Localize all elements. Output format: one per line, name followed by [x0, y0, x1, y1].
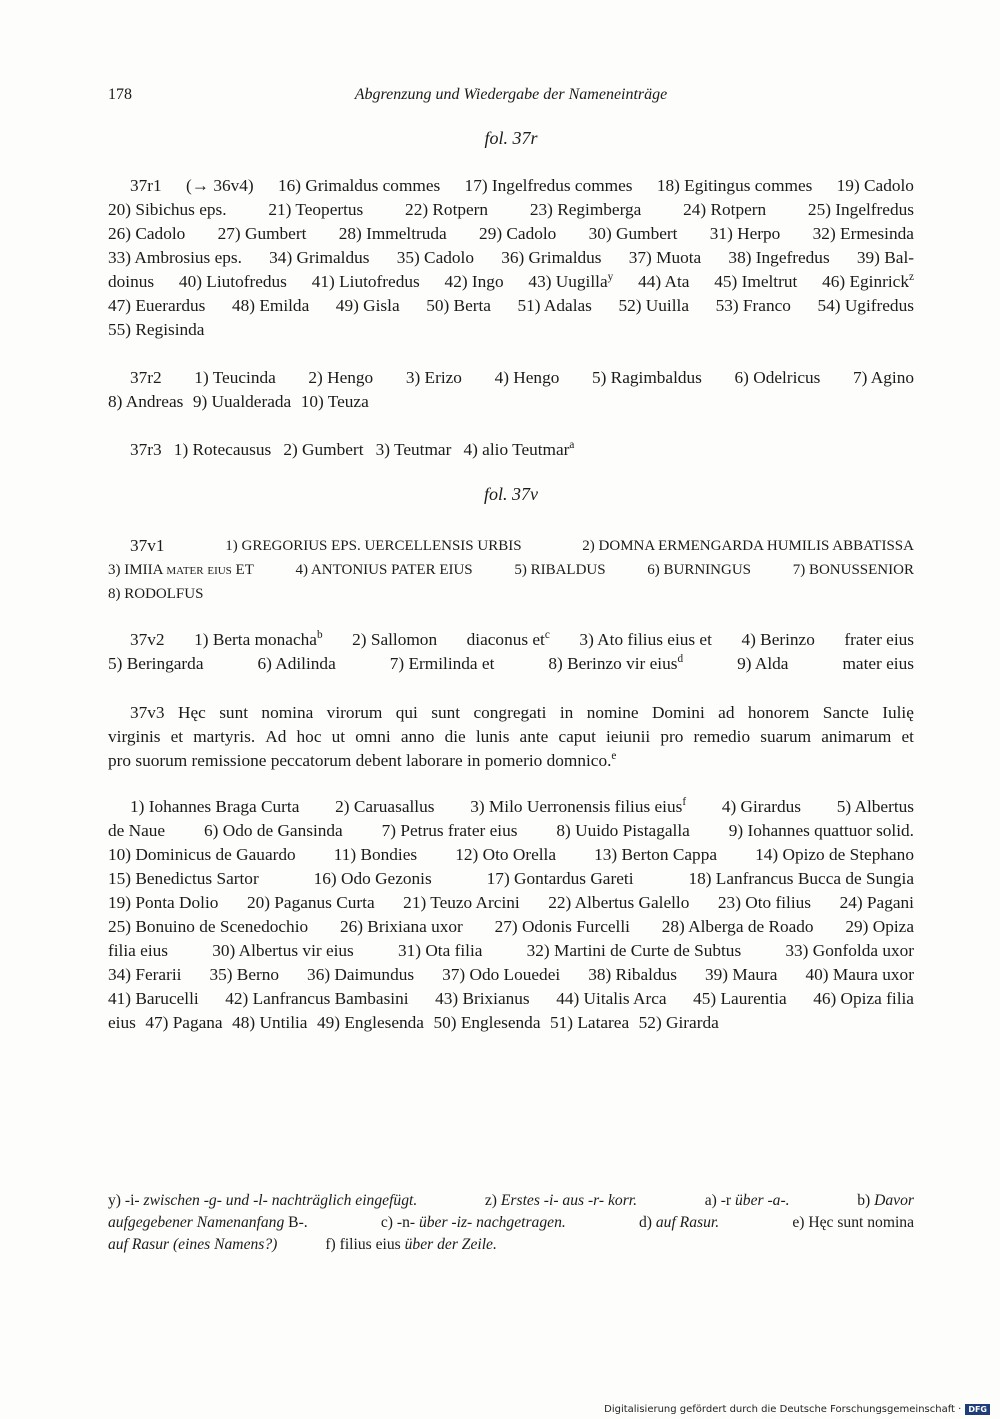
entry-item: 1) Rotecausus	[173, 440, 272, 459]
entry-37v3-intro	[108, 701, 914, 773]
entry-item: de Naue	[108, 821, 166, 840]
entry-37v2	[108, 628, 914, 676]
text-line	[108, 652, 914, 676]
entry-item: 47) Euerardus	[108, 296, 206, 315]
footnote-item	[857, 1190, 914, 1212]
entry-item: 53) Franco	[715, 296, 791, 315]
entry-item: 20) Sibichus eps.	[108, 200, 227, 219]
text-line	[108, 174, 914, 198]
page-footer	[604, 1404, 990, 1415]
entry-item: suarum	[760, 727, 812, 746]
entry-item: 17) Ingelfredus commes	[464, 176, 633, 195]
footnote-mark: y	[607, 271, 614, 284]
text-line	[108, 1011, 914, 1035]
entry-item: 52) Uuilla	[618, 296, 690, 315]
entry-item: 41) Barucelli	[108, 989, 199, 1008]
entry-item: sunt	[431, 703, 461, 722]
entry-item: nomina	[261, 703, 314, 722]
text-line	[108, 915, 914, 939]
entry-item: 3) Teutmar	[375, 440, 452, 459]
entry-item: 36) Daimundus	[307, 965, 415, 984]
footnote-italic: über der Zeile.	[404, 1236, 497, 1253]
entry-item: 29) Cadolo	[479, 224, 557, 243]
entry-item: 5) Albertus	[836, 797, 914, 816]
entry-item: 6) Odo de Gansinda	[204, 821, 343, 840]
entry-item: 27) Odonis Furcelli	[494, 917, 630, 936]
entry-item: 44) Uitalis Arca	[556, 989, 667, 1008]
entry-item: 42) Ingo	[444, 272, 504, 291]
text-line	[108, 438, 914, 462]
entry-item: caput	[558, 727, 596, 746]
entry-item: filia eius	[108, 941, 168, 960]
entry-item: 34) Grimaldus	[269, 248, 370, 267]
footnote-item	[108, 1234, 277, 1256]
entry-item: 19) Cadolo	[836, 176, 914, 195]
text-line	[108, 246, 914, 270]
entry-item: 49) Englesenda	[316, 1013, 424, 1032]
footnote-text: d)	[638, 1214, 656, 1231]
text-line	[108, 891, 914, 915]
entry-item: 2) Sallomon	[352, 630, 438, 649]
entry-item: 31) Herpo	[709, 224, 781, 243]
entry-item: 11) Bondies	[333, 845, 418, 864]
text-line	[108, 701, 914, 725]
footer-text: Digitalisierung gefördert durch die Deutsche Forschungsgemeinschaft ·	[604, 1404, 962, 1415]
entry-item: 9) Uualderada	[192, 392, 292, 411]
entry-37v3-list	[108, 795, 914, 1035]
footnote-text: a) -r	[704, 1192, 735, 1209]
entry-item: 7) Agino	[853, 368, 914, 387]
entry-item: 6) Adilinda	[257, 654, 336, 673]
entry-item: mater eius	[842, 654, 914, 673]
entry-item: Hęc	[177, 703, 206, 722]
entry-item: Domini	[651, 703, 705, 722]
footnote-line	[108, 1212, 914, 1234]
entry-item: 1) Iohannes Braga Curta	[130, 797, 300, 816]
entry-item: 40) Liutofredus	[178, 272, 287, 291]
entry-item: 3) Milo Uerronensis filius eius$^f$	[470, 796, 687, 816]
entry-item: 50) Englesenda	[433, 1013, 541, 1032]
entry-item: 30) Gumbert	[588, 224, 678, 243]
entry-item: Sancte	[822, 703, 869, 722]
entry-item: 43) Uugilla$^y$	[528, 271, 614, 291]
entry-item: omni	[355, 727, 391, 746]
entry-item: ut	[331, 727, 346, 746]
entry-item: 23) Regimberga	[529, 200, 642, 219]
entry-item: 34) Ferarii	[108, 965, 182, 984]
entry-item: et	[170, 727, 184, 746]
entry-item: doinus	[108, 272, 155, 291]
entry-item: 37) Odo Louedei	[442, 965, 561, 984]
entry-item: 7) Petrus frater eius	[381, 821, 518, 840]
text-line	[108, 198, 914, 222]
text-line	[108, 725, 914, 749]
entry-item: 52) Girarda	[638, 1013, 719, 1032]
folio-heading-37r: fol. 37r	[484, 128, 538, 148]
text-line	[108, 628, 914, 652]
entry-item: 43) Brixianus	[435, 989, 530, 1008]
footnote-italic: über -iz- nachgetragen.	[418, 1214, 566, 1231]
entry-item: 22) Rotpern	[405, 200, 489, 219]
text-line	[108, 366, 914, 390]
entry-37v1	[108, 534, 914, 606]
footnote-italic: auf Rasur.	[655, 1214, 720, 1231]
entry-item: 21) Teopertus	[268, 200, 364, 219]
entry-item: 15) Benedictus Sartor	[108, 869, 259, 888]
footnote-item	[705, 1190, 790, 1212]
entry-item: 31) Ota filia	[397, 941, 483, 960]
entry-item: eius	[108, 1013, 136, 1032]
text-line	[108, 963, 914, 987]
footnote-mark: z	[909, 271, 914, 284]
entry-item: 32) Ermesinda	[812, 224, 914, 243]
footnote-text: B-.	[284, 1214, 308, 1231]
footnote-line	[108, 1234, 914, 1256]
entry-item: 45) Laurentia	[693, 989, 787, 1008]
footnote-text: y) -i-	[108, 1192, 144, 1209]
entry-item: ad	[718, 703, 735, 722]
footnote-text: c) -n-	[380, 1214, 419, 1231]
entry-item: 45) Imeltrut	[714, 272, 798, 291]
entry-item: 38) Ingefredus	[728, 248, 830, 267]
footnote-italic: zwischen -g- und -l- nachträglich eingefügt.	[143, 1192, 418, 1209]
entry-item: 22) Albertus Galello	[548, 893, 690, 912]
text-line	[108, 390, 914, 414]
footnote-mark: f	[682, 796, 687, 809]
footnote-mark: a	[569, 439, 575, 452]
entry-item: Ad	[265, 727, 287, 746]
entry-item: 26) Brixiana uxor	[339, 917, 463, 936]
entry-item: martyris.	[193, 727, 256, 746]
entry-item: 41) Liutofredus	[311, 272, 420, 291]
entry-item: 9) Alda	[737, 654, 789, 673]
entry-item: 54) Ugifredus	[817, 296, 914, 315]
entry-item: 5) Ragimbaldus	[591, 368, 702, 387]
entry-item: frater eius	[844, 630, 914, 649]
entry-item: 10) Teuza	[300, 392, 369, 411]
text-line	[108, 318, 914, 342]
entry-item: 14) Opizo de Stephano	[755, 845, 914, 864]
entry-item: 26) Cadolo	[108, 224, 186, 243]
running-title: Abgrenzung und Wiedergabe der Nameneinträge	[354, 86, 668, 103]
entry-item: 7) Ermilinda et	[389, 654, 495, 673]
footnote-item	[485, 1190, 637, 1212]
footnote-item	[381, 1212, 566, 1234]
entry-item: 32) Martini de Curte de Subtus	[526, 941, 742, 960]
text-line	[108, 222, 914, 246]
entry-item: 2) Gumbert	[283, 440, 364, 459]
entry-item: anno	[400, 727, 435, 746]
entry-37r1	[108, 174, 914, 342]
entry-item: 39) Bal-	[856, 248, 914, 267]
entry-item: honorem	[747, 703, 810, 722]
page-number: 178	[108, 86, 132, 103]
text-line	[108, 987, 914, 1011]
entry-item: virorum	[326, 703, 383, 722]
footnote-italic: Erstes -i- aus -r- korr.	[500, 1192, 638, 1209]
entry-item: 37r1	[130, 176, 162, 195]
footnote-item	[108, 1212, 308, 1234]
entry-item: 50) Berta	[426, 296, 491, 315]
footnote-text: b)	[857, 1192, 875, 1209]
entry-item: 16) Grimaldus commes	[278, 176, 441, 195]
text-line	[108, 867, 914, 891]
entry-item: 30) Albertus vir eius	[212, 941, 354, 960]
entry-item: lunis	[475, 727, 510, 746]
entry-item: congregati	[473, 703, 547, 722]
entry-item: 21) Teuzo Arcini	[403, 893, 520, 912]
text-line	[108, 843, 914, 867]
running-header	[108, 86, 914, 110]
footnote-item	[792, 1212, 914, 1234]
entry-item: 10) Dominicus de Gauardo	[108, 845, 296, 864]
entry-item: 40) Maura uxor	[805, 965, 914, 984]
footnote-mark: d	[677, 653, 684, 666]
entry-item: remedio	[693, 727, 751, 746]
entry-item: 37v3	[130, 703, 165, 722]
footnote-text: e) Hęc sunt nomina	[792, 1214, 914, 1231]
footnote-item	[108, 1190, 417, 1212]
entry-item: 1) GREGORIUS EPS. UERCELLENSIS URBIS	[225, 538, 522, 554]
entry-item: 25) Bonuino de Scenedochio	[108, 917, 309, 936]
text-line	[108, 939, 914, 963]
entry-item: 24) Rotpern	[683, 200, 767, 219]
entry-item: 1) Teucinda	[194, 368, 276, 387]
entry-item: 4) alio Teutmar$^a$	[463, 439, 575, 459]
entry-item: 28) Alberga de Roado	[661, 917, 814, 936]
entry-item: 7) BONUSSENIOR	[792, 562, 914, 578]
entry-item: 4) ANTONIUS PATER EIUS	[295, 562, 473, 578]
entry-item: die	[444, 727, 466, 746]
entry-item: 49) Gisla	[335, 296, 400, 315]
entry-item: 3) Ato filius eius et	[579, 630, 712, 649]
entry-item: 3) Erizo	[405, 368, 462, 387]
entry-item: 8) Andreas	[108, 392, 184, 411]
entry-item: 8) RODOLFUS	[108, 586, 204, 602]
entry-item: qui	[395, 703, 418, 722]
text-line	[108, 749, 914, 773]
entry-item: animarum	[821, 727, 892, 746]
entry-item: pro	[660, 727, 684, 746]
entry-item: 16) Odo Gezonis	[313, 869, 432, 888]
entry-item: et	[901, 727, 914, 746]
entry-item: 2) Caruasallus	[335, 797, 435, 816]
footnote-line	[108, 1190, 914, 1212]
entry-item: 5) RIBALDUS	[514, 562, 606, 578]
footnotes	[108, 1190, 914, 1256]
entry-item: 13) Berton Cappa	[594, 845, 717, 864]
footnote-italic: Davor	[874, 1192, 914, 1209]
entry-item: 33) Ambrosius eps.	[108, 248, 242, 267]
entry-item: sunt	[219, 703, 249, 722]
footnote-mark: b	[316, 629, 323, 642]
entry-item: ante	[519, 727, 549, 746]
entry-item: 23) Oto filius	[717, 893, 812, 912]
entry-item: 48) Untilia	[232, 1013, 308, 1032]
entry-item: 36) Grimaldus	[501, 248, 602, 267]
folio-heading-37v: fol. 37v	[484, 484, 538, 504]
dfg-logo: DFG	[965, 1404, 990, 1415]
text-line	[108, 795, 914, 819]
entry-item: 8) Berinzo vir eius$^d$	[548, 653, 684, 673]
entry-item: 27) Gumbert	[217, 224, 307, 243]
entry-item: 35) Berno	[209, 965, 280, 984]
text-line	[108, 294, 914, 318]
entry-item: 55) Regisinda	[108, 320, 205, 339]
entry-item: 4) Berinzo	[741, 630, 815, 649]
footnote-italic: aufgegebener Namenanfang	[108, 1214, 285, 1231]
entry-item: 25) Ingelfredus	[807, 200, 914, 219]
entry-item: (→ 36v4)	[186, 176, 254, 195]
footnote-item	[325, 1234, 497, 1256]
footnote-mark: c	[544, 629, 550, 642]
entry-item: virginis	[108, 727, 161, 746]
entry-item: in	[559, 703, 574, 722]
entry-item: 28) Immeltruda	[338, 224, 447, 243]
footnote-item	[639, 1212, 719, 1234]
entry-item: 37v2	[130, 630, 165, 649]
entry-37r2	[108, 366, 914, 414]
entry-item: 18) Egitingus commes	[656, 176, 813, 195]
entry-item: 37r3	[130, 440, 162, 459]
entry-item: 44) Ata	[638, 272, 690, 291]
text-line	[108, 582, 914, 606]
entry-item: 8) Uuido Pistagalla	[556, 821, 690, 840]
entry-item: 37v1	[130, 536, 165, 555]
entry-item: 5) Beringarda	[108, 654, 204, 673]
entry-item: 37) Muota	[628, 248, 702, 267]
entry-item: 3) IMIIA mater eius ET	[108, 562, 254, 578]
entry-item: 37r2	[130, 368, 162, 387]
entry-item: 4) Hengo	[494, 368, 560, 387]
entry-item: hoc	[296, 727, 322, 746]
entry-item: 2) Hengo	[308, 368, 374, 387]
entry-item: 42) Lanfrancus Bambasini	[225, 989, 409, 1008]
entry-item: 17) Gontardus Gareti	[486, 869, 634, 888]
entry-item: diaconus $et^c$	[466, 629, 550, 649]
entry-item: 19) Ponta Dolio	[108, 893, 219, 912]
entry-item: nomine	[586, 703, 639, 722]
entry-item: 38) Ribaldus	[588, 965, 677, 984]
entry-item: 1) Berta monacha$^b$	[194, 629, 323, 649]
entry-item: 6) BURNINGUS	[647, 562, 752, 578]
entry-item: 51) Adalas	[517, 296, 592, 315]
footnote-italic: über -a-.	[734, 1192, 790, 1209]
entry-item: 18) Lanfrancus Bucca de Sungia	[688, 869, 914, 888]
entry-37r3	[108, 438, 914, 462]
entry-item: 12) Oto Orella	[455, 845, 557, 864]
entry-item: 20) Paganus Curta	[246, 893, 375, 912]
entry-item: 35) Cadolo	[396, 248, 474, 267]
entry-item: 9) Iohannes quattuor solid.	[728, 821, 914, 840]
footnote-italic: auf Rasur (eines Namens?)	[108, 1236, 278, 1253]
footnote-text: f) filius eius	[325, 1236, 405, 1253]
entry-item: 48) Emilda	[231, 296, 310, 315]
entry-item: Iulię	[882, 703, 914, 722]
entry-item: 24) Pagani	[839, 893, 914, 912]
footnote-text: z)	[484, 1192, 501, 1209]
footnote-mark: e	[611, 750, 617, 763]
text-line	[108, 558, 914, 582]
text-line	[108, 534, 914, 558]
entry-item: 4) Girardus	[721, 797, 801, 816]
text-line	[108, 270, 914, 294]
entry-item: 46) Eginrick$^z$	[822, 271, 914, 291]
entry-item: ieiunii	[606, 727, 651, 746]
entry-item: 29) Opiza	[845, 917, 914, 936]
entry-item: 39) Maura	[705, 965, 778, 984]
entry-item: 47) Pagana	[145, 1013, 223, 1032]
entry-item: 6) Odelricus	[734, 368, 821, 387]
entry-item: pro suorum remissione peccatorum debent laborare in pomerio domnico.$^e$	[108, 750, 617, 770]
entry-item: 33) Gonfolda uxor	[785, 941, 914, 960]
entry-item: 46) Opiza filia	[813, 989, 914, 1008]
entry-item: 2) DOMNA ERMENGARDA HUMILIS ABBATISSA	[582, 538, 914, 554]
text-line	[108, 819, 914, 843]
entry-item: 51) Latarea	[550, 1013, 630, 1032]
